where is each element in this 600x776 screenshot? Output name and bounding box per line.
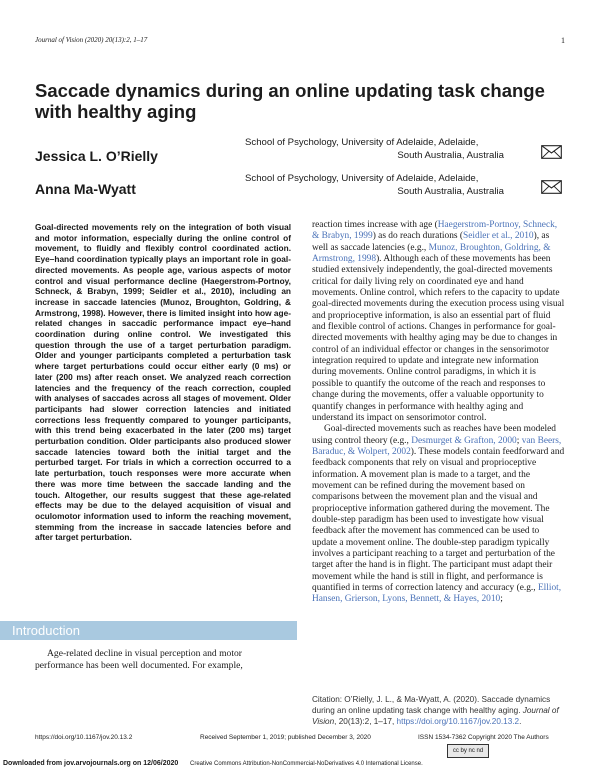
- body-text: ). These models contain feedforward and feedback components that rely on visual and proprioceptive information. A movement plan is made to a target, and the movement can be refined during the movement based on comparisons between the movement plan and the visual and proprioceptive information gathered during the movement. The double-step paradigm has been used to investigate how visual feedback after the movement has commenced can be used to update a movement online. The double-step paradigm typically involves a participant reaching to a target and perturbation of the target after the hand is in flight. The participant must adapt their movement while the hand is still in flight, and performance is quantified in terms of correction latency and accuracy (e.g.,: [312, 446, 565, 593]
- citation-end: .: [519, 717, 522, 726]
- article-citation: [312, 694, 567, 727]
- body-paragraph-2: [312, 424, 565, 606]
- affiliation-line: School of Psychology, University of Adelaide, Adelaide,: [245, 173, 479, 184]
- section-heading-introduction: Introduction: [12, 623, 80, 638]
- affiliation-line: South Australia, Australia: [397, 185, 504, 197]
- citation-link[interactable]: Elliot, Hansen, Grierson, Lyons, Bennett, & Hayes, 2010: [312, 583, 562, 605]
- running-head: Journal of Vision (2020) 20(13):2, 1–17: [35, 36, 148, 44]
- body-text-right-column: [312, 220, 565, 606]
- envelope-icon[interactable]: [541, 145, 562, 159]
- intro-paragraph-start: [35, 648, 291, 672]
- citation-text: Citation: O’Rielly, J. L., & Ma-Wyatt, A. (2020). Saccade dynamics during an online updating task change with healthy aging.: [312, 695, 551, 715]
- citation-volume: , 20(13):2, 1–17,: [334, 717, 397, 726]
- citation-journal: Journal of Vision: [312, 706, 559, 726]
- citation-link[interactable]: Munoz, Broughton, Goldring, & Armstrong, 1998: [312, 242, 551, 265]
- author-affiliation-1: [245, 137, 504, 162]
- citation-doi-link[interactable]: https://doi.org/10.1167/jov.20.13.2: [396, 717, 520, 726]
- abstract: Goal-directed movements rely on the integration of both visual and motor information, especially during the online control of movement, to fluidly and flexibly control coordinated action. Eye–hand coordination typically plays an important role in goal-directed movements. As people age, various aspects of motor control and visual performance decline (Haegerstrom-Portnoy, Schneck, & Brabyn, 1999; Seidler et al., 2010), including an increase in saccade latencies (Munoz, Broughton, Goldring, & Armstrong, 1998). However, there is limited insight into how age-related changes in saccadic performance impact eye–hand coordination during online control. We investigated this question through the use of a target perturbation paradigm. Older and younger participants completed a perturbation task where target perturbations could occur either early (0 ms) or later (200 ms) after reach onset. We analyzed reach correction latencies and the frequency of the reach correction, coupled with analyses of saccades across all stages of movement. Older participants had slower correction latencies and initiated corrections less frequently compared to younger participants, with this trend being exacerbated in the later (200 ms) target perturbation condition. Older participants also produced slower saccade latencies toward both the initial target and the perturbed target. For trials in which a correction occurred to a late perturbation, touch responses were more accurate when there was more time between the saccade landing and the touch. Altogether, our results suggest that these age-related effects may be due to the delayed acquisition of visual and oculomotor information used to inform the reaching movement, stemming from the increase in saccade latencies before and after target perturbation.: [35, 222, 291, 543]
- citation-link[interactable]: Haegerstrom-Portnoy, Schneck, & Brabyn, 1999: [312, 220, 558, 242]
- body-paragraph-1: [312, 220, 565, 424]
- author-name-2: Anna Ma-Wyatt: [35, 181, 136, 197]
- article-title: Saccade dynamics during an online updating task change with healthy aging: [35, 80, 545, 122]
- body-text: ;: [516, 435, 522, 446]
- download-watermark: Downloaded from jov.arvojournals.org on 12/06/2020: [3, 760, 179, 767]
- body-text: ), as well as saccade latencies (e.g.,: [312, 231, 550, 253]
- citation-link[interactable]: van Beers, Baraduc, & Wolpert, 2002: [312, 435, 562, 457]
- body-text: reaction times increase with age (: [312, 220, 438, 230]
- body-text: ) as do reach durations (: [372, 231, 464, 242]
- affiliation-line: South Australia, Australia: [397, 149, 504, 161]
- page-number: 1: [561, 36, 565, 45]
- body-text: ). Although each of these movements has been studied extensively independently, the goal-directed movements critical for daily living rely on coordinated eye and hand movements. Online control, which refers to the capacity to update goal-directed movements during the execution process using visual and proprioceptive information, is also an essential part of fluid and flexible control of actions. Changes in performance for goal-directed movements with healthy aging may be due to changes in control of an individual effector or changes in the sensorimotor integration required to update and integrate new information during movements. Online control paradigms, in which it is possible to quantify the outcome of the reach and responses to change during the movements, offer a valuable opportunity to quantify changes in performance with healthy aging and understand its impact on sensorimotor control.: [312, 254, 565, 423]
- citation-link[interactable]: Seidler et al., 2010: [463, 231, 534, 242]
- body-text: ;: [500, 594, 503, 605]
- affiliation-line: School of Psychology, University of Adelaide, Adelaide,: [245, 137, 479, 148]
- author-name-1: Jessica L. O’Rielly: [35, 148, 158, 164]
- author-affiliation-2: [245, 173, 504, 198]
- citation-link[interactable]: Desmurget & Grafton, 2000: [411, 435, 517, 446]
- intro-text: Age-related decline in visual perception and motor performance has been well documented. For example,: [35, 648, 243, 672]
- footer-received-date: Received September 1, 2019; published December 3, 2020: [200, 734, 371, 741]
- cc-license-badge-icon[interactable]: cc by nc nd: [447, 744, 489, 758]
- footer-doi[interactable]: https://doi.org/10.1167/jov.20.13.2: [35, 734, 133, 741]
- footer-issn: ISSN 1534-7362 Copyright 2020 The Authors: [418, 734, 549, 741]
- footer-license: Creative Commons Attribution-NonCommercial-NoDerivatives 4.0 International License.: [190, 761, 423, 767]
- body-text: Goal-directed movements such as reaches have been modeled using control theory (e.g.,: [312, 424, 556, 446]
- envelope-icon[interactable]: [541, 180, 562, 194]
